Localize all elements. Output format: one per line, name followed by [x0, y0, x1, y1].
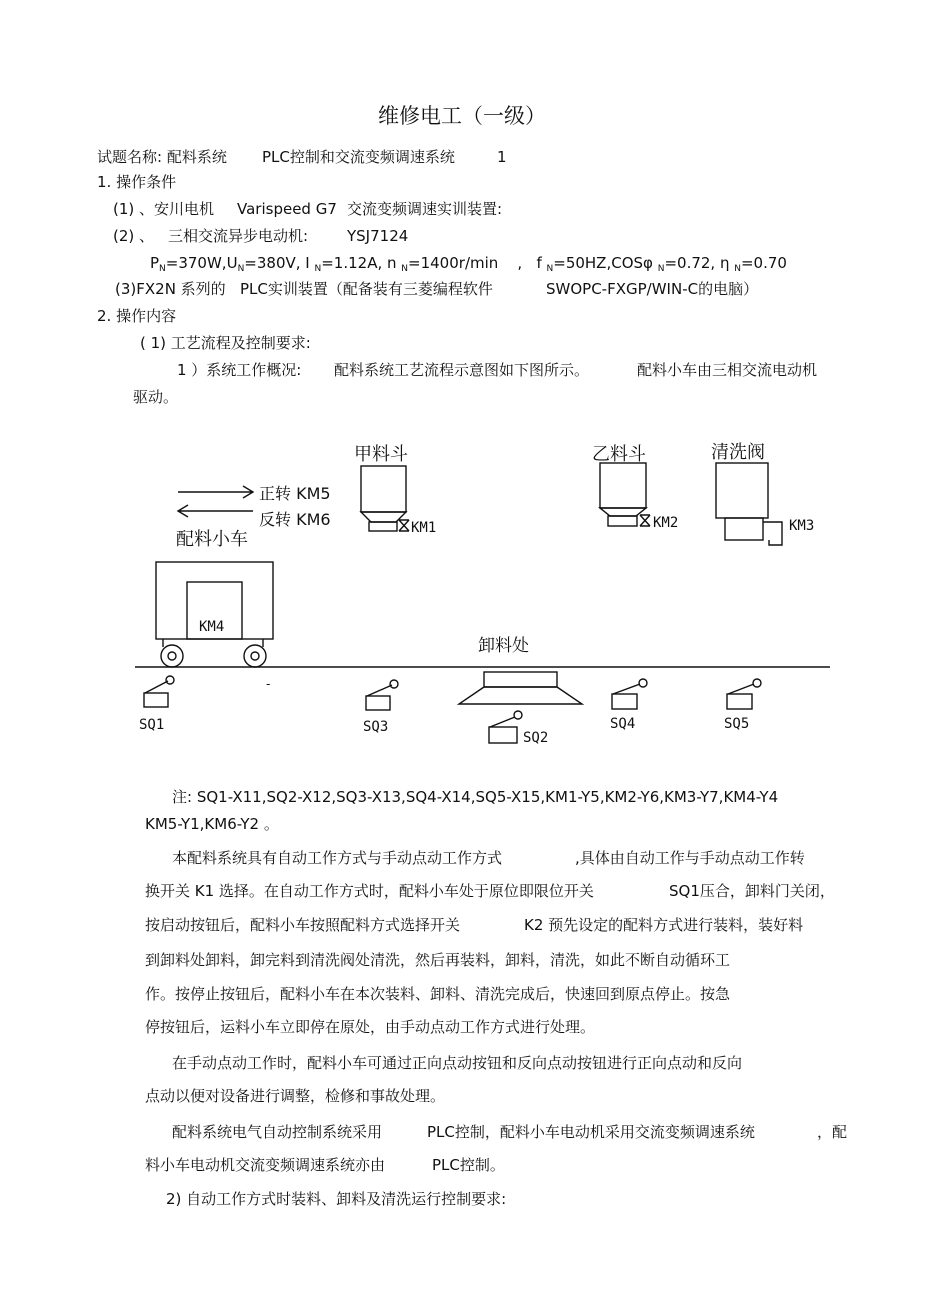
km4-label: KM4	[199, 619, 225, 635]
paragraph-3-line-2a: 料小车电动机交流变频调速系统亦由	[145, 1156, 386, 1174]
limit-switch-sq4	[612, 679, 647, 709]
reverse-arrow-icon	[178, 505, 253, 517]
paragraph-2-line-1: 在手动点动工作时，配料小车可通过正向点动按钮和反向点动按钮进行正向点动和反向	[172, 1054, 743, 1072]
sq3-label: SQ3	[363, 719, 389, 735]
exam-name-number: 1	[497, 148, 507, 166]
km3-label: KM3	[789, 518, 815, 534]
wash-valve-outlet	[725, 518, 763, 540]
paragraph-1-line-1a: 本配料系统具有自动工作方式与手动点动工作方式	[172, 849, 503, 867]
condition-2-model: YSJ7124	[347, 227, 409, 245]
paragraph-3-line-1b: PLC控制，配料小车电动机采用交流变频调速系统	[427, 1123, 755, 1141]
paragraph-1-line-6: 停按钮后，运料小车立即停在原处，由手动点动工作方式进行处理。	[145, 1018, 596, 1036]
overview-text: 配料系统工艺流程示意图如下图所示。	[334, 361, 590, 379]
km2-label: KM2	[653, 515, 679, 531]
wash-valve-body	[716, 463, 768, 518]
forward-arrow-icon	[178, 486, 253, 498]
limit-switch-sq5	[727, 679, 761, 709]
paragraph-3-line-1a: 配料系统电气自动控制系统采用	[172, 1123, 383, 1141]
sq1-label: SQ1	[139, 717, 165, 733]
exam-name-label: 试题名称: 配料系统	[97, 148, 227, 166]
cart-wheel-right	[244, 645, 266, 667]
hopper-a-body	[361, 466, 406, 512]
paragraph-1-line-5: 作。按停止按钮后，配料小车在本次装料、卸料、清洗完成后，快速回到原点停止。按急	[145, 985, 731, 1003]
requirement-2-heading: 2) 自动工作方式时装料、卸料及清洗运行控制要求:	[166, 1190, 507, 1208]
hopper-a-outlet	[369, 522, 397, 531]
limit-switch-sq3	[366, 680, 398, 710]
cart-label: 配料小车	[176, 529, 248, 550]
section-heading-content: 2. 操作内容	[97, 307, 177, 325]
section-heading-conditions: 1. 操作条件	[97, 173, 177, 191]
hopper-a-label: 甲料斗	[354, 444, 408, 465]
condition-3-label: (3)FX2N 系列的	[115, 280, 226, 298]
forward-label: 正转 KM5	[259, 484, 331, 503]
dash-mark: -	[266, 677, 271, 691]
wash-valve-bracket	[763, 522, 782, 545]
overview-label: 1 ）系统工作概况:	[177, 361, 302, 379]
wash-valve-label: 清洗阀	[711, 442, 765, 463]
condition-3-software: SWOPC-FXGP/WIN-C的电脑）	[546, 280, 759, 298]
sq5-label: SQ5	[724, 716, 750, 732]
motor-parameters: $P_N=370W,U_N=380V$, I $_N$=1.12A, n $_N$=1400r/min , f $_N$=50HZ,COSφ $_N$=0.72, η $_N$=0.70	[150, 254, 787, 274]
valve-km1-icon	[399, 520, 409, 531]
hopper-b-body	[600, 463, 646, 508]
io-note-line-1: 注: SQ1-X11,SQ2-X12,SQ3-X13,SQ4-X14,SQ5-X15,KM1-Y5,KM2-Y6,KM3-Y7,KM4-Y4	[172, 788, 779, 806]
condition-2-desc: 三相交流异步电动机:	[168, 227, 309, 245]
reverse-label: 反转 KM6	[259, 510, 331, 529]
condition-3-desc: PLC实训装置（配备装有三菱编程软件	[240, 280, 493, 298]
paragraph-1-line-3b: K2 预先设定的配料方式进行装料，装好料	[524, 916, 804, 934]
overview-text-cont: 配料小车由三相交流电动机	[637, 361, 818, 379]
km1-label: KM1	[411, 520, 437, 536]
paragraph-1-line-2a: 换开关 K1 选择。在自动工作方式时，配料小车处于原位即限位开关	[145, 882, 594, 900]
condition-1-desc: 交流变频调速实训装置:	[347, 200, 503, 218]
unload-platform	[459, 687, 582, 704]
condition-1-model: Varispeed G7	[237, 200, 337, 218]
paragraph-1-line-1b: ,具体由自动工作与手动点动工作转	[575, 849, 805, 867]
unload-top	[484, 672, 557, 687]
io-note-line-2: KM5-Y1,KM6-Y2 。	[145, 815, 279, 833]
hopper-b-label: 乙料斗	[592, 444, 646, 465]
sq2-label: SQ2	[523, 730, 549, 746]
limit-switch-sq1	[144, 676, 174, 707]
unload-label: 卸料处	[478, 636, 529, 656]
paragraph-3-line-2b: PLC控制。	[432, 1156, 505, 1174]
valve-km2-icon	[640, 515, 650, 526]
cart-wheel-left	[161, 645, 183, 667]
exam-name-topic: PLC控制和交流变频调速系统	[262, 148, 455, 166]
condition-2-label: (2) 、	[113, 227, 155, 245]
condition-1-label: (1) 、安川电机	[113, 200, 215, 218]
limit-switch-sq2	[489, 711, 522, 743]
requirement-1-heading: ( 1) 工艺流程及控制要求:	[140, 334, 311, 352]
paragraph-1-line-2b: SQ1压合，卸料门关闭，	[669, 882, 835, 900]
hopper-b-outlet	[608, 516, 637, 526]
overview-text-end: 驱动。	[133, 388, 179, 406]
paragraph-2-line-2: 点动以便对设备进行调整，检修和事故处理。	[145, 1087, 446, 1105]
sq4-label: SQ4	[610, 716, 636, 732]
hopper-b-neck	[600, 508, 646, 516]
page-title: 维修电工（一级）	[378, 104, 546, 128]
paragraph-1-line-3a: 按启动按钮后，配料小车按照配料方式选择开关	[145, 916, 461, 934]
paragraph-1-line-4: 到卸料处卸料，卸完料到清洗阀处清洗，然后再装料，卸料，清洗，如此不断自动循环工	[145, 951, 731, 969]
paragraph-3-line-1c: ，配	[817, 1123, 848, 1141]
